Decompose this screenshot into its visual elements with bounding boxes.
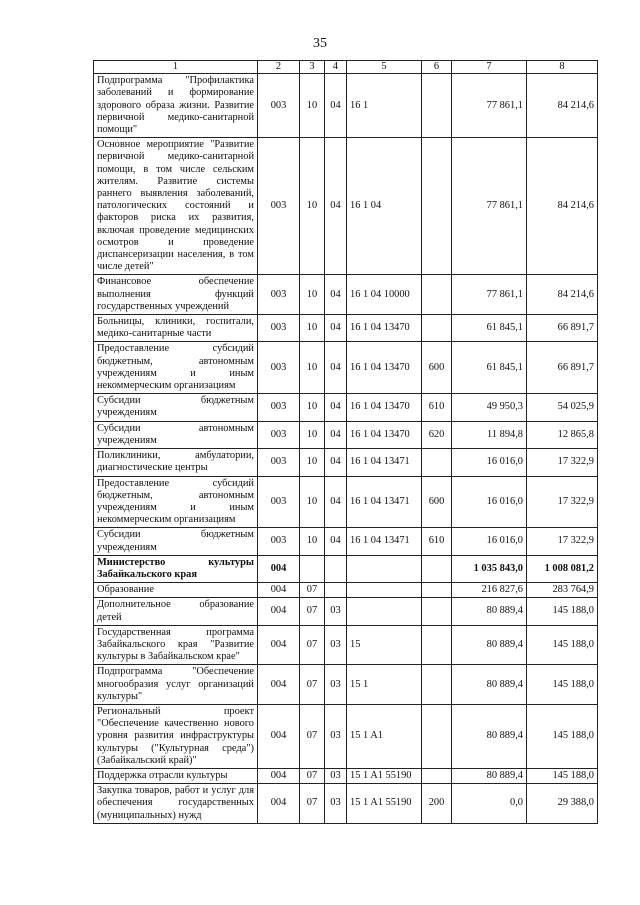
table-row <box>94 275 598 315</box>
target-article-code <box>347 555 422 582</box>
table-row <box>94 598 598 625</box>
table-row <box>94 665 598 705</box>
expense-type-code <box>422 138 452 275</box>
table-row <box>94 449 598 476</box>
column-header: 4 <box>325 61 347 74</box>
subsection-code: 03 <box>325 768 347 783</box>
amount-year-1: 80 889,4 <box>452 768 527 783</box>
ministry-code: 004 <box>258 625 300 665</box>
ministry-code: 004 <box>258 555 300 582</box>
amount-year-1: 80 889,4 <box>452 598 527 625</box>
section-code: 10 <box>300 421 325 448</box>
table-row <box>94 476 598 528</box>
amount-year-1: 61 845,1 <box>452 315 527 342</box>
ministry-code: 004 <box>258 768 300 783</box>
section-code: 07 <box>300 625 325 665</box>
target-article-code: 16 1 04 13470 <box>347 315 422 342</box>
amount-year-2: 66 891,7 <box>527 315 598 342</box>
subsection-code: 03 <box>325 784 347 824</box>
expense-type-code: 600 <box>422 342 452 394</box>
subsection-code: 04 <box>325 138 347 275</box>
table-row <box>94 784 598 824</box>
section-code: 10 <box>300 315 325 342</box>
row-name: Подпрограмма "Обеспечение многообразия услуг организаций культуры" <box>94 665 258 705</box>
section-code: 10 <box>300 528 325 555</box>
expense-type-code <box>422 665 452 705</box>
table-row <box>94 342 598 394</box>
amount-year-1: 0,0 <box>452 784 527 824</box>
amount-year-1: 80 889,4 <box>452 665 527 705</box>
target-article-code: 15 1 A1 <box>347 704 422 768</box>
table-row <box>94 394 598 421</box>
target-article-code: 16 1 04 13470 <box>347 394 422 421</box>
ministry-code: 003 <box>258 528 300 555</box>
amount-year-2: 17 322,9 <box>527 449 598 476</box>
target-article-code: 15 <box>347 625 422 665</box>
column-header: 1 <box>94 61 258 74</box>
row-name: Образование <box>94 583 258 598</box>
table-row <box>94 138 598 275</box>
amount-year-1: 16 016,0 <box>452 476 527 528</box>
expense-type-code <box>422 768 452 783</box>
page-number: 35 <box>313 36 327 51</box>
ministry-code: 003 <box>258 342 300 394</box>
amount-year-2: 12 865,8 <box>527 421 598 448</box>
table-row <box>94 315 598 342</box>
row-name: Субсидии автономным учреждениям <box>94 421 258 448</box>
subsection-code: 04 <box>325 74 347 138</box>
ministry-code: 004 <box>258 598 300 625</box>
amount-year-2: 145 188,0 <box>527 665 598 705</box>
ministry-code: 003 <box>258 476 300 528</box>
section-code: 07 <box>300 768 325 783</box>
ministry-code: 003 <box>258 275 300 315</box>
row-name: Поликлиники, амбулатории, диагностические центры <box>94 449 258 476</box>
expense-type-code: 620 <box>422 421 452 448</box>
subsection-code: 04 <box>325 342 347 394</box>
amount-year-1: 11 894,8 <box>452 421 527 448</box>
table-row <box>94 528 598 555</box>
expense-type-code <box>422 583 452 598</box>
table-row <box>94 625 598 665</box>
ministry-code: 003 <box>258 421 300 448</box>
section-code: 10 <box>300 394 325 421</box>
amount-year-2: 145 188,0 <box>527 625 598 665</box>
subsection-code: 04 <box>325 528 347 555</box>
target-article-code: 16 1 <box>347 74 422 138</box>
expense-type-code: 600 <box>422 476 452 528</box>
section-code: 07 <box>300 583 325 598</box>
amount-year-1: 216 827,6 <box>452 583 527 598</box>
expense-type-code <box>422 74 452 138</box>
amount-year-2: 17 322,9 <box>527 476 598 528</box>
row-name: Больницы, клиники, госпитали, медико-санитарные части <box>94 315 258 342</box>
amount-year-2: 84 214,6 <box>527 275 598 315</box>
ministry-code: 004 <box>258 704 300 768</box>
amount-year-2: 29 388,0 <box>527 784 598 824</box>
expense-type-code <box>422 555 452 582</box>
section-code: 10 <box>300 275 325 315</box>
column-header: 6 <box>422 61 452 74</box>
subsection-code: 03 <box>325 665 347 705</box>
amount-year-2: 17 322,9 <box>527 528 598 555</box>
amount-year-1: 16 016,0 <box>452 449 527 476</box>
target-article-code: 15 1 A1 55190 <box>347 768 422 783</box>
subsection-code <box>325 583 347 598</box>
column-header: 2 <box>258 61 300 74</box>
section-code <box>300 555 325 582</box>
table-row-ministry <box>94 555 598 582</box>
row-name: Закупка товаров, работ и услуг для обеспечения государственных (муниципальных) нужд <box>94 784 258 824</box>
target-article-code: 16 1 04 13471 <box>347 528 422 555</box>
subsection-code: 04 <box>325 476 347 528</box>
ministry-code: 003 <box>258 74 300 138</box>
target-article-code: 16 1 04 13471 <box>347 449 422 476</box>
amount-year-1: 49 950,3 <box>452 394 527 421</box>
section-code: 07 <box>300 704 325 768</box>
amount-year-1: 80 889,4 <box>452 625 527 665</box>
amount-year-1: 1 035 843,0 <box>452 555 527 582</box>
amount-year-2: 84 214,6 <box>527 138 598 275</box>
target-article-code: 16 1 04 13470 <box>347 342 422 394</box>
expense-type-code: 610 <box>422 528 452 555</box>
amount-year-2: 283 764,9 <box>527 583 598 598</box>
target-article-code: 16 1 04 <box>347 138 422 275</box>
column-header: 7 <box>452 61 527 74</box>
row-name: Министерство культуры Забайкальского края <box>94 555 258 582</box>
amount-year-1: 77 861,1 <box>452 275 527 315</box>
column-header: 8 <box>527 61 598 74</box>
target-article-code: 16 1 04 10000 <box>347 275 422 315</box>
subsection-code: 04 <box>325 449 347 476</box>
ministry-code: 004 <box>258 665 300 705</box>
subsection-code <box>325 555 347 582</box>
section-code: 10 <box>300 138 325 275</box>
section-code: 10 <box>300 449 325 476</box>
subsection-code: 04 <box>325 275 347 315</box>
section-code: 07 <box>300 784 325 824</box>
row-name: Дополнительное образование детей <box>94 598 258 625</box>
amount-year-2: 145 188,0 <box>527 598 598 625</box>
target-article-code: 16 1 04 13470 <box>347 421 422 448</box>
amount-year-2: 145 188,0 <box>527 704 598 768</box>
column-header: 3 <box>300 61 325 74</box>
section-code: 10 <box>300 342 325 394</box>
table-row <box>94 421 598 448</box>
amount-year-2: 54 025,9 <box>527 394 598 421</box>
ministry-code: 003 <box>258 394 300 421</box>
target-article-code <box>347 598 422 625</box>
subsection-code: 03 <box>325 598 347 625</box>
row-name: Финансовое обеспечение выполнения функций государственных учреждений <box>94 275 258 315</box>
amount-year-1: 16 016,0 <box>452 528 527 555</box>
target-article-code <box>347 583 422 598</box>
row-name: Предоставление субсидий бюджетным, автономным учреждениям и иным некоммерческим организациям <box>94 476 258 528</box>
amount-year-2: 66 891,7 <box>527 342 598 394</box>
amount-year-1: 61 845,1 <box>452 342 527 394</box>
ministry-code: 003 <box>258 449 300 476</box>
subsection-code: 04 <box>325 394 347 421</box>
ministry-code: 003 <box>258 138 300 275</box>
table-row <box>94 704 598 768</box>
amount-year-1: 80 889,4 <box>452 704 527 768</box>
row-name: Основное мероприятие "Развитие первичной медико-санитарной помощи, в том числе сельским жителям. Развитие системы раннего выявления заболеваний, патологических состояний и факторов риска их развития, включая проведение медицинских осмотров и проведение диспансеризации населения, в том числе детей" <box>94 138 258 275</box>
ministry-code: 004 <box>258 784 300 824</box>
row-name: Региональный проект "Обеспечение качественно нового уровня развития инфраструктуры культуры ("Культурная среда") (Забайкальский край)" <box>94 704 258 768</box>
expense-type-code <box>422 625 452 665</box>
section-code: 07 <box>300 665 325 705</box>
expense-type-code: 610 <box>422 394 452 421</box>
target-article-code: 16 1 04 13471 <box>347 476 422 528</box>
table-row <box>94 583 598 598</box>
amount-year-1: 77 861,1 <box>452 74 527 138</box>
expense-type-code: 200 <box>422 784 452 824</box>
amount-year-2: 145 188,0 <box>527 768 598 783</box>
expense-type-code <box>422 315 452 342</box>
target-article-code: 15 1 A1 55190 <box>347 784 422 824</box>
target-article-code: 15 1 <box>347 665 422 705</box>
header-row <box>94 61 598 74</box>
subsection-code: 04 <box>325 421 347 448</box>
row-name: Поддержка отрасли культуры <box>94 768 258 783</box>
ministry-code: 004 <box>258 583 300 598</box>
expense-type-code <box>422 449 452 476</box>
table-row <box>94 768 598 783</box>
table-row <box>94 74 598 138</box>
budget-table <box>93 60 598 824</box>
row-name: Предоставление субсидий бюджетным, автономным учреждениям и иным некоммерческим организациям <box>94 342 258 394</box>
row-name: Субсидии бюджетным учреждениям <box>94 394 258 421</box>
row-name: Подпрограмма "Профилактика заболеваний и формирование здорового образа жизни. Развитие первичной медико-санитарной помощи" <box>94 74 258 138</box>
expense-type-code <box>422 598 452 625</box>
amount-year-2: 84 214,6 <box>527 74 598 138</box>
row-name: Государственная программа Забайкальского края "Развитие культуры в Забайкальском крае" <box>94 625 258 665</box>
subsection-code: 04 <box>325 315 347 342</box>
expense-type-code <box>422 704 452 768</box>
subsection-code: 03 <box>325 704 347 768</box>
expense-type-code <box>422 275 452 315</box>
amount-year-1: 77 861,1 <box>452 138 527 275</box>
column-header: 5 <box>347 61 422 74</box>
ministry-code: 003 <box>258 315 300 342</box>
section-code: 07 <box>300 598 325 625</box>
amount-year-2: 1 008 081,2 <box>527 555 598 582</box>
subsection-code: 03 <box>325 625 347 665</box>
row-name: Субсидии бюджетным учреждениям <box>94 528 258 555</box>
section-code: 10 <box>300 476 325 528</box>
section-code: 10 <box>300 74 325 138</box>
